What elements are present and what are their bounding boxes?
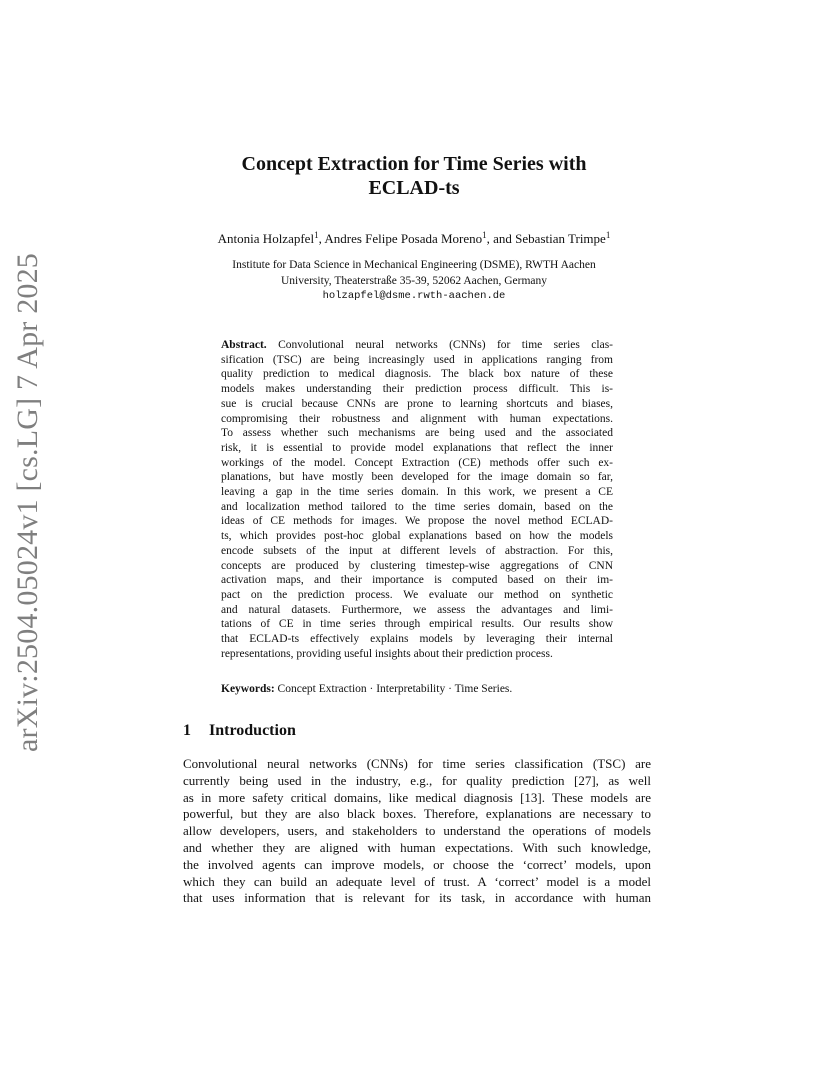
body-line: and whether they are aligned with human expectations. With such knowledge, <box>183 839 651 855</box>
abstract-line: risk, it is essential to provide model explanations that reflect the inner <box>221 441 613 454</box>
abstract-line: and localization method tailored to the time series domain, based on the <box>221 500 613 513</box>
body-line: Convolutional neural networks (CNNs) for time series classification (TSC) are <box>183 756 651 771</box>
affiliation-line: University, Theaterstraße 35-39, 52062 Aachen, Germany <box>280 274 548 287</box>
body-line: powerful, but they are also black boxes. Therefore, explanations are necessary to <box>183 806 651 822</box>
abstract-line: workings of the model. Concept Extraction (CE) methods offer such ex- <box>221 456 613 469</box>
abstract-line: planations, but have mostly been developed for the image domain so far, <box>221 471 613 484</box>
affiliation-marker: 1 <box>605 230 611 240</box>
abstract-line: quality prediction to medical diagnosis. The black box nature of these <box>221 368 613 381</box>
abstract-line: and natural datasets. Furthermore, we assess the advantages and limi- <box>221 603 613 616</box>
affiliation-marker: 1 <box>482 230 487 240</box>
abstract-line <box>221 338 613 353</box>
abstract-line: To assess whether such mechanisms are being used and the associated <box>221 427 613 440</box>
author-separator: , <box>318 231 325 246</box>
abstract-line: that ECLAD-ts effectively explains models by leveraging their internal <box>221 633 613 646</box>
body-paragraph <box>183 756 651 907</box>
body-line: currently being used in the industry, e.g., for quality prediction [27], as well <box>183 772 651 788</box>
abstract-line: sification (TSC) are being increasingly used in applications ranging from <box>221 353 613 366</box>
author-separator: , and <box>486 231 516 246</box>
abstract-line: models makes understanding their prediction process difficult. This is- <box>221 383 613 396</box>
abstract <box>221 338 613 661</box>
abstract-line: ideas of CE methods for images. We propose the novel method ECLAD- <box>221 515 613 528</box>
arxiv-identifier: arXiv:2504.05024v1 [cs.LG] 7 Apr 2025 <box>11 252 44 752</box>
abstract-line: ts, which provides post-hoc global explanations based on how the models <box>221 530 613 543</box>
section-number: 1 <box>183 722 191 739</box>
body-line: as in more safety critical domains, like medical diagnosis [13]. These models are <box>183 789 651 805</box>
affiliation-block <box>0 258 828 305</box>
abstract-line: encode subsets of the input at different levels of abstraction. For this, <box>221 544 613 557</box>
body-line: which they can build an adequate level of trust. A ‘correct’ model is a model <box>183 873 651 889</box>
body-line: allow developers, users, and stakeholders to understand the operations of models <box>183 823 651 839</box>
author-list <box>0 230 828 247</box>
abstract-line: pact on the prediction process. We evaluate our method on synthetic <box>221 588 613 601</box>
abstract-line: representations, providing useful insights about their prediction process. <box>221 647 553 660</box>
keywords-text: Concept Extraction · Interpretability · Time Series. <box>277 683 513 695</box>
abstract-label: Abstract. <box>221 339 267 351</box>
title-line-1: Concept Extraction for Time Series with <box>241 153 587 175</box>
author-name: Antonia Holzapfel <box>217 231 315 246</box>
body-line: the involved agents can improve models, or choose the ‘correct’ models, upon <box>183 856 651 872</box>
abstract-line: sue is crucial because CNNs are prone to learning shortcuts and biases, <box>221 397 613 410</box>
author-email: holzapfel@dsme.rwth-aachen.de <box>322 290 506 302</box>
abstract-line: leaving a gap in the time series domain. In this work, we present a CE <box>221 486 613 499</box>
section-title: Introduction <box>209 722 296 739</box>
section-heading <box>183 721 296 741</box>
keywords-label: Keywords: <box>221 683 275 695</box>
abstract-line: activation maps, and their importance is computed based on their im- <box>221 574 613 587</box>
affiliation-line: Institute for Data Science in Mechanical Engineering (DSME), RWTH Aachen <box>232 259 596 271</box>
abstract-line: tations of CE in time series through empirical results. Our results show <box>221 618 613 631</box>
body-line: that uses information that is relevant for its task, in accordance with human <box>183 890 651 906</box>
title-line-2: ECLAD-ts <box>368 177 460 199</box>
author-name: Sebastian Trimpe <box>515 231 606 246</box>
abstract-text: Convolutional neural networks (CNNs) for time series clas- <box>278 339 613 351</box>
author-name: Andres Felipe Posada Moreno <box>324 231 483 246</box>
abstract-line: concepts are produced by clustering timestep-wise aggregations of CNN <box>221 559 613 572</box>
paper-title <box>0 152 828 200</box>
affiliation-marker: 1 <box>314 230 319 240</box>
keywords <box>221 682 613 697</box>
abstract-line: compromising their robustness and alignment with human expectations. <box>221 412 613 425</box>
